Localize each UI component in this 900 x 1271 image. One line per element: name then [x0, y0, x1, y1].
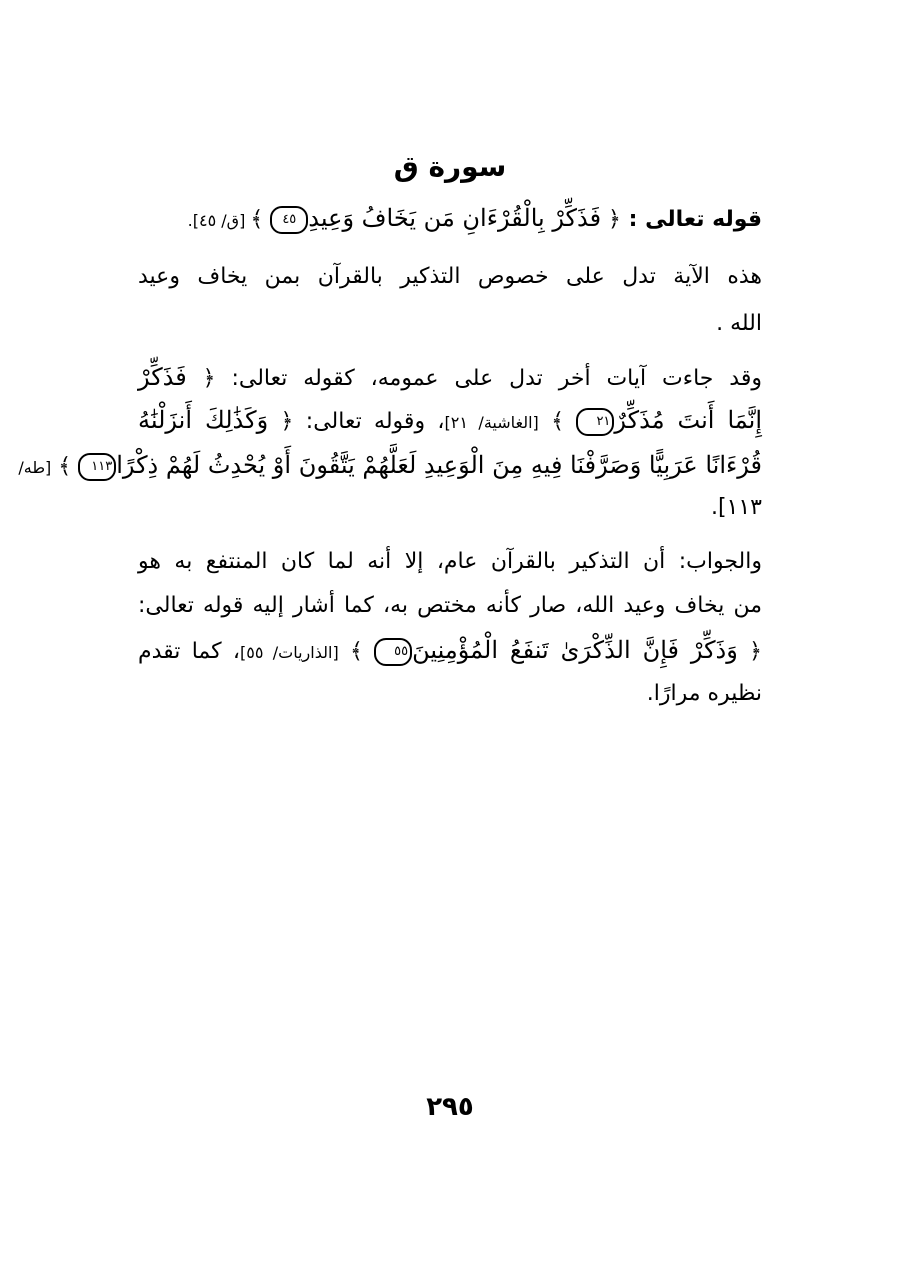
text-line — [138, 355, 762, 401]
text-line — [138, 584, 762, 628]
body-text: نظيره مرارًا. — [646, 681, 762, 706]
text-line — [138, 628, 762, 675]
body-text: من يخاف وعيد الله، صار كأنه مختص به، كما أشار إليه قوله تعالى: — [138, 593, 762, 618]
verse-number-marker: ٤٥ — [270, 206, 308, 234]
body-text: ١١٣]. — [710, 495, 762, 520]
quran-verse-text: وَكَذَٰلِكَ أَنزَلْنَٰهُ — [138, 406, 269, 434]
verse-reference: [طه/ — [18, 458, 52, 477]
surah-title: سورة ق — [393, 150, 507, 183]
text-line — [138, 672, 762, 716]
quran-verse-text: فَذَكِّرْ — [138, 363, 187, 391]
text-line — [138, 486, 762, 530]
verse-bracket: ﴾ — [51, 454, 79, 479]
quran-verse-text: قُرْءَانًا عَرَبِيًّا وَصَرَّفْنَا فِيهِ مِنَ الْوَعِيدِ لَعَلَّهُمْ يَتَّقُونَ أَوْ يُحْدِثُ لَهُمْ ذِكْرًا — [116, 451, 762, 479]
body-text: هذه الآية تدل على خصوص التذكير بالقرآن بمن يخاف وعيد — [138, 264, 762, 289]
verse-bracket: ﴿ — [601, 207, 621, 232]
text-line — [138, 302, 762, 346]
verse-bracket: ﴿ — [186, 366, 216, 391]
lead-in-label: قوله تعالى : — [620, 207, 762, 232]
body-text: وقد جاءت آيات أخر تدل على عمومه، كقوله تعالى: — [215, 366, 762, 391]
verse-bracket: ﴾ — [338, 639, 375, 664]
body-text: ، كما تقدم — [138, 639, 240, 664]
quran-verse-text: وَذَكِّرْ فَإِنَّ الذِّكْرَىٰ تَنفَعُ الْمُؤْمِنِينَ — [412, 636, 738, 664]
text-line — [138, 196, 762, 243]
quran-verse-text: إِنَّمَا أَنتَ مُذَكِّرٌ — [614, 406, 762, 434]
verse-reference: [الذاريات/ ٥٥] — [239, 643, 339, 662]
body-text: ، وقوله تعالى: — [293, 409, 445, 434]
body-text: والجواب: أن التذكير بالقرآن عام، إلا أنه لما كان المنتفع به هو — [138, 549, 762, 574]
page-number: ٢٩٥ — [426, 1092, 474, 1122]
verse-bracket: ﴾ — [250, 207, 271, 232]
verse-reference: [الغاشية/ ٢١] — [444, 413, 539, 432]
verse-number-marker: ١١٣ — [78, 453, 116, 481]
verse-reference: [ق/ ٤٥]. — [187, 211, 251, 230]
verse-bracket: ﴿ — [268, 409, 294, 434]
verse-number-marker: ٥٥ — [374, 638, 412, 666]
quran-verse-text: فَذَكِّرْ بِالْقُرْءَانِ مَن يَخَافُ وَعِيدِ — [308, 204, 602, 232]
text-line — [138, 540, 762, 584]
verse-bracket: ﴿ — [737, 639, 763, 664]
body-text: الله . — [716, 311, 762, 336]
verse-number-marker: ٢١ — [576, 408, 614, 436]
text-line — [138, 398, 762, 445]
text-line — [18, 443, 762, 490]
text-line — [138, 255, 762, 299]
verse-bracket: ﴾ — [538, 409, 577, 434]
